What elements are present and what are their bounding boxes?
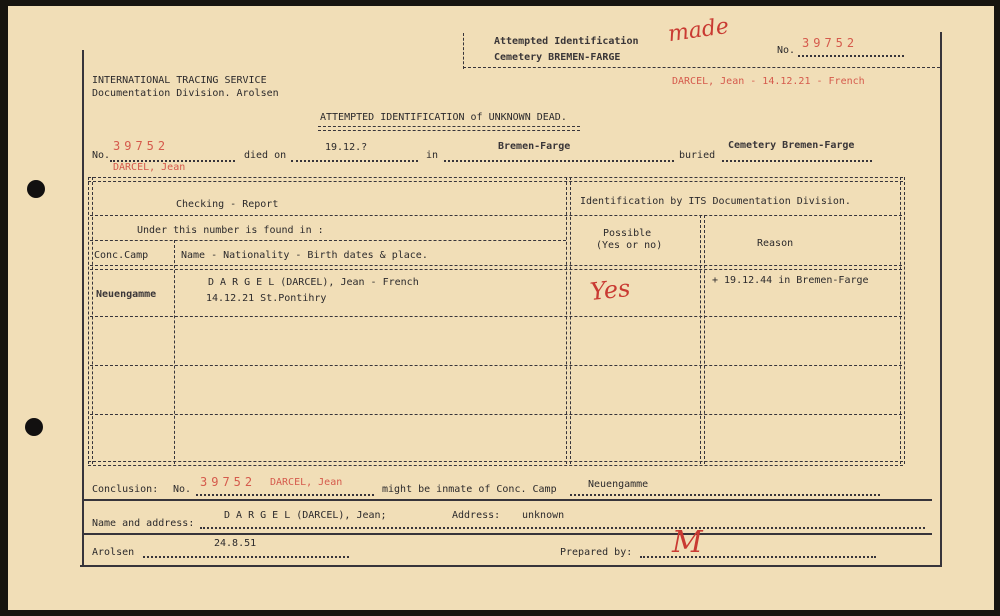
conclusion-name: DARCEL, Jean	[270, 477, 343, 488]
conclusion-camp-dots	[570, 494, 880, 496]
stamp-box-left	[463, 33, 464, 69]
header-separator-3	[90, 265, 902, 270]
conclusion-no-label: No.	[173, 484, 192, 495]
burial-place: Cemetery Bremen-Farge	[728, 140, 855, 151]
card-number-dots	[798, 55, 904, 57]
footer-date: 24.8.51	[214, 538, 257, 549]
row-name-line2: 14.12.21 St.Pontihry	[206, 293, 327, 304]
row-camp: Neuengamme	[96, 289, 157, 300]
handwritten-made: made	[666, 13, 731, 48]
conclusion-label: Conclusion:	[92, 484, 159, 495]
under-number-heading: Under this number is found in :	[137, 225, 324, 236]
name-address-rule	[84, 533, 932, 535]
title-underline	[318, 126, 580, 131]
person-reference: DARCEL, Jean - 14.12.21 - French	[672, 76, 865, 87]
row-reason: + 19.12.44 in Bremen-Farge	[712, 275, 869, 286]
col-yes-or-no: (Yes or no)	[596, 240, 663, 251]
stamp-box-bottom	[463, 67, 940, 68]
right-border	[940, 32, 942, 565]
table-left-border	[88, 177, 93, 464]
identification-heading: Identification by ITS Documentation Division.	[580, 196, 851, 207]
stamp-cemetery: Cemetery BREMEN-FARGE	[494, 52, 621, 63]
document-title: ATTEMPTED IDENTIFICATION of UNKNOWN DEAD.	[320, 112, 567, 123]
col-conc-camp: Conc.Camp	[94, 250, 149, 261]
address-label: Address:	[452, 510, 501, 521]
punch-hole-bottom	[25, 418, 43, 436]
table-bottom-border	[88, 461, 903, 466]
name-address-name: D A R G E L (DARCEL), Jean;	[224, 510, 387, 521]
header-separator-2	[90, 240, 566, 241]
summary-no-label: No.	[92, 150, 111, 161]
col-name-nationality: Name - Nationality - Birth dates & place.	[181, 250, 428, 261]
died-on-label: died on	[244, 150, 287, 161]
stamp-attempted-identification: Attempted Identification	[494, 36, 639, 47]
summary-name: DARCEL, Jean	[113, 162, 186, 173]
card-number: 39752	[802, 36, 859, 50]
row-separator-1	[90, 316, 902, 317]
conclusion-number: 39752	[200, 475, 257, 489]
org-name: INTERNATIONAL TRACING SERVICE	[92, 75, 267, 86]
table-middle-divider	[566, 177, 571, 464]
row-name-line1: D A R G E L (DARCEL), Jean - French	[208, 277, 419, 288]
place-dots	[444, 160, 674, 162]
name-address-dots	[200, 527, 925, 529]
col-possible: Possible	[603, 228, 652, 239]
prepared-by-initial: M	[672, 525, 703, 560]
name-address-label: Name and address:	[92, 518, 195, 529]
prepared-by-label: Prepared by:	[560, 547, 633, 558]
table-right-border	[900, 177, 905, 464]
footer-date-dots	[143, 556, 349, 558]
prepared-by-dots	[640, 556, 876, 558]
buried-label: buried	[679, 150, 716, 161]
row-possible-handwritten: Yes	[588, 273, 632, 307]
footer-place: Arolsen	[92, 547, 135, 558]
card-number-label: No.	[777, 45, 796, 56]
row-separator-2	[90, 365, 902, 366]
row-separator-3	[90, 414, 902, 415]
punch-hole-top	[27, 180, 45, 198]
checking-report-heading: Checking - Report	[176, 199, 279, 210]
summary-number: 39752	[113, 139, 170, 153]
place-of-death: Bremen-Farge	[498, 141, 571, 152]
table-top-border	[88, 177, 903, 182]
in-label: in	[426, 150, 439, 161]
table-reason-divider	[700, 215, 705, 464]
table-camp-divider	[174, 240, 175, 464]
org-division: Documentation Division. Arolsen	[92, 88, 279, 99]
bottom-border	[80, 565, 942, 567]
address-value: unknown	[522, 510, 565, 521]
col-reason: Reason	[757, 238, 794, 249]
conclusion-rule	[84, 499, 932, 501]
died-on-dots	[291, 160, 418, 162]
left-border	[82, 50, 84, 565]
conclusion-might-be: might be inmate of Conc. Camp	[382, 484, 557, 495]
header-separator-1	[90, 215, 902, 216]
conclusion-no-dots	[196, 494, 374, 496]
conclusion-camp: Neuengamme	[588, 479, 649, 490]
burial-dots	[722, 160, 872, 162]
died-on-value: 19.12.?	[325, 142, 368, 153]
